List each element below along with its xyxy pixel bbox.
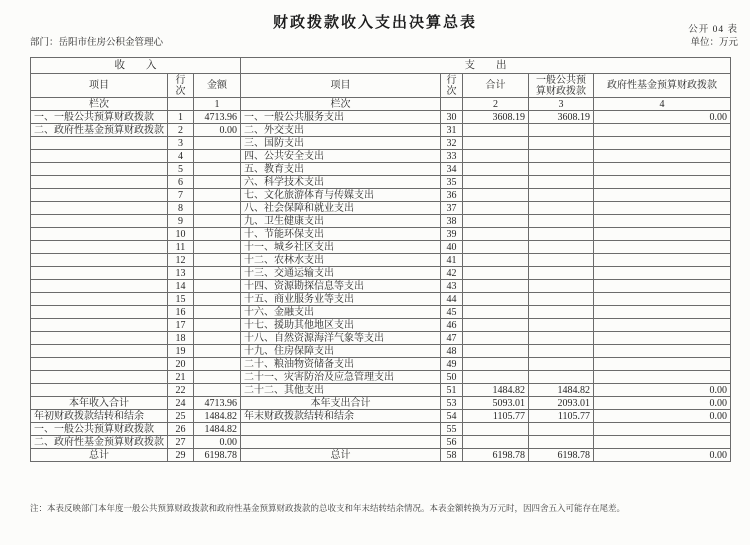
expense-item-cell: 六、科学技术支出 — [241, 176, 441, 189]
data-row — [31, 202, 731, 215]
expense-total-cell — [463, 332, 529, 345]
income-item-cell — [31, 358, 168, 371]
expense-total-cell — [463, 293, 529, 306]
income-item-cell — [31, 176, 168, 189]
expense-fund-cell — [594, 293, 731, 306]
income-item-cell: 一、一般公共预算财政拨款 — [31, 423, 168, 436]
expense-item-cell: 十三、交通运输支出 — [241, 267, 441, 280]
expense-general-cell — [529, 254, 594, 267]
expense-general-cell — [529, 358, 594, 371]
expense-total-cell: 3608.19 — [463, 111, 529, 124]
income-line-cell: 20 — [168, 358, 194, 371]
expense-item-cell: 五、教育支出 — [241, 163, 441, 176]
expense-general-cell — [529, 371, 594, 384]
expense-line-cell: 49 — [441, 358, 463, 371]
expense-total-cell — [463, 241, 529, 254]
expense-fund-cell — [594, 371, 731, 384]
income-line-cell: 29 — [168, 449, 194, 462]
expense-total-cell — [463, 306, 529, 319]
income-line-cell: 22 — [168, 384, 194, 397]
income-line-cell: 27 — [168, 436, 194, 449]
expense-general-cell — [529, 293, 594, 306]
income-line-cell: 21 — [168, 371, 194, 384]
expense-fund-cell — [594, 150, 731, 163]
income-item-cell — [31, 241, 168, 254]
expense-total-cell: 5093.01 — [463, 397, 529, 410]
data-row — [31, 254, 731, 267]
income-amount-cell — [194, 345, 241, 358]
expense-item-cell: 四、公共安全支出 — [241, 150, 441, 163]
expense-item-cell: 总计 — [241, 449, 441, 462]
income-line-cell: 25 — [168, 410, 194, 423]
income-line-cell: 17 — [168, 319, 194, 332]
expense-fund-cell: 0.00 — [594, 449, 731, 462]
income-line-cell: 12 — [168, 254, 194, 267]
expense-item-cell: 八、社会保障和就业支出 — [241, 202, 441, 215]
expense-total-header: 合计 — [463, 74, 529, 98]
expense-fund-cell: 0.00 — [594, 111, 731, 124]
expense-total-cell: 1105.77 — [463, 410, 529, 423]
data-row — [31, 111, 731, 124]
page-title: 财政拨款收入支出决算总表 — [272, 15, 477, 31]
expense-general-cell — [529, 319, 594, 332]
expense-item-cell: 十二、农林水支出 — [241, 254, 441, 267]
expense-line-cell: 35 — [441, 176, 463, 189]
expense-total-cell: 6198.78 — [463, 449, 529, 462]
data-row — [31, 124, 731, 137]
income-amount-cell — [194, 371, 241, 384]
summary-row — [31, 423, 731, 436]
data-row — [31, 228, 731, 241]
expense-general-cell — [529, 189, 594, 202]
expense-line-cell: 40 — [441, 241, 463, 254]
expense-total-cell — [463, 202, 529, 215]
expense-item-cell: 二十、粮油物资储备支出 — [241, 358, 441, 371]
expense-item-cell — [241, 423, 441, 436]
expense-line-cell: 33 — [441, 150, 463, 163]
expense-general-cell — [529, 163, 594, 176]
expense-general-cell: 3608.19 — [529, 111, 594, 124]
summary-row — [31, 449, 731, 462]
data-row — [31, 189, 731, 202]
expense-item-cell: 十九、住房保障支出 — [241, 345, 441, 358]
expense-line-cell: 45 — [441, 306, 463, 319]
expense-index-line — [441, 98, 463, 111]
expense-line-cell: 34 — [441, 163, 463, 176]
income-item-cell — [31, 319, 168, 332]
data-row — [31, 371, 731, 384]
expense-general-budget-header: 一般公共预算财政拨款 — [529, 74, 594, 98]
expense-line-no-header: 行次 — [441, 74, 463, 98]
expense-general-cell: 6198.78 — [529, 449, 594, 462]
income-amount-cell: 6198.78 — [194, 449, 241, 462]
expense-line-cell: 30 — [441, 111, 463, 124]
income-line-cell: 10 — [168, 228, 194, 241]
income-amount-cell — [194, 254, 241, 267]
income-line-cell: 24 — [168, 397, 194, 410]
income-index-line — [168, 98, 194, 111]
data-row — [31, 306, 731, 319]
data-row — [31, 150, 731, 163]
expense-general-cell: 1484.82 — [529, 384, 594, 397]
department-label: 部门：岳阳市住房公积金管理心 — [30, 38, 164, 48]
income-line-cell: 5 — [168, 163, 194, 176]
expense-line-cell: 56 — [441, 436, 463, 449]
expense-line-cell: 38 — [441, 215, 463, 228]
expense-item-cell: 二十二、其他支出 — [241, 384, 441, 397]
expense-general-cell — [529, 202, 594, 215]
expense-fund-cell — [594, 306, 731, 319]
income-item-cell — [31, 293, 168, 306]
expense-item-cell: 十四、资源勘探信息等支出 — [241, 280, 441, 293]
column-header-row — [31, 74, 731, 98]
income-line-cell: 11 — [168, 241, 194, 254]
income-amount-cell: 1484.82 — [194, 410, 241, 423]
expense-total-cell — [463, 267, 529, 280]
expense-line-cell: 58 — [441, 449, 463, 462]
income-section-header: 收 入 — [31, 58, 241, 74]
expense-general-cell — [529, 137, 594, 150]
expense-general-cell — [529, 280, 594, 293]
income-amount-cell — [194, 306, 241, 319]
income-amount-cell — [194, 215, 241, 228]
data-row — [31, 280, 731, 293]
expense-line-cell: 32 — [441, 137, 463, 150]
expense-fund-cell — [594, 176, 731, 189]
income-line-cell: 1 — [168, 111, 194, 124]
income-amount-cell — [194, 293, 241, 306]
income-line-cell: 3 — [168, 137, 194, 150]
income-line-cell: 26 — [168, 423, 194, 436]
expense-total-cell — [463, 228, 529, 241]
expense-total-cell — [463, 319, 529, 332]
expense-general-cell — [529, 215, 594, 228]
expense-line-cell: 48 — [441, 345, 463, 358]
expense-line-cell: 41 — [441, 254, 463, 267]
income-item-cell — [31, 228, 168, 241]
expense-line-cell: 50 — [441, 371, 463, 384]
expense-total-cell — [463, 371, 529, 384]
expense-fund-cell — [594, 241, 731, 254]
footnote: 注：本表反映部门本年度一般公共预算财政拨款和政府性基金预算财政拨款的总收支和年末结转结余情况。本表金额转换为万元时，因四舍五入可能存在尾差。 — [30, 503, 626, 513]
income-item-cell: 年初财政拨款结转和结余 — [31, 410, 168, 423]
data-row — [31, 358, 731, 371]
expense-total-cell — [463, 215, 529, 228]
income-item-cell: 本年收入合计 — [31, 397, 168, 410]
expense-fund-cell — [594, 228, 731, 241]
expense-general-cell — [529, 423, 594, 436]
expense-line-cell: 42 — [441, 267, 463, 280]
income-amount-cell — [194, 150, 241, 163]
index-row — [31, 98, 731, 111]
income-amount-header: 金额 — [194, 74, 241, 98]
expense-general-cell: 2093.01 — [529, 397, 594, 410]
expense-line-cell: 31 — [441, 124, 463, 137]
expense-total-cell — [463, 280, 529, 293]
expense-total-cell — [463, 163, 529, 176]
income-line-no-header: 行次 — [168, 74, 194, 98]
income-line-cell: 19 — [168, 345, 194, 358]
expense-fund-cell — [594, 189, 731, 202]
income-item-cell — [31, 150, 168, 163]
expense-index-label: 栏次 — [241, 98, 441, 111]
expense-item-cell: 二、外交支出 — [241, 124, 441, 137]
income-item-cell — [31, 306, 168, 319]
data-row — [31, 332, 731, 345]
expense-item-cell: 年末财政拨款结转和结余 — [241, 410, 441, 423]
expense-line-cell: 36 — [441, 189, 463, 202]
income-amount-cell: 0.00 — [194, 436, 241, 449]
expense-general-cell — [529, 436, 594, 449]
income-item-cell: 一、一般公共预算财政拨款 — [31, 111, 168, 124]
income-item-cell — [31, 371, 168, 384]
income-line-cell: 18 — [168, 332, 194, 345]
expense-fund-cell — [594, 280, 731, 293]
expense-fund-cell — [594, 202, 731, 215]
expense-total-cell — [463, 254, 529, 267]
expense-item-cell: 十八、自然资源海洋气象等支出 — [241, 332, 441, 345]
data-row — [31, 319, 731, 332]
income-amount-cell — [194, 319, 241, 332]
income-line-cell: 4 — [168, 150, 194, 163]
expense-fund-cell — [594, 267, 731, 280]
income-line-cell: 7 — [168, 189, 194, 202]
income-item-header: 项目 — [31, 74, 168, 98]
income-amount-cell — [194, 163, 241, 176]
expense-fund-cell — [594, 163, 731, 176]
expense-total-cell: 1484.82 — [463, 384, 529, 397]
expense-gov-fund-header: 政府性基金预算财政拨款 — [594, 74, 731, 98]
income-amount-cell — [194, 202, 241, 215]
expense-fund-cell: 0.00 — [594, 384, 731, 397]
expense-total-cell — [463, 345, 529, 358]
income-item-cell — [31, 384, 168, 397]
expense-item-cell — [241, 436, 441, 449]
data-row — [31, 267, 731, 280]
income-item-cell — [31, 137, 168, 150]
expense-line-cell: 47 — [441, 332, 463, 345]
income-amount-cell — [194, 189, 241, 202]
expense-fund-cell: 0.00 — [594, 410, 731, 423]
income-line-cell: 13 — [168, 267, 194, 280]
income-index-label: 栏次 — [31, 98, 168, 111]
expense-fund-cell — [594, 124, 731, 137]
income-line-cell: 6 — [168, 176, 194, 189]
income-item-cell: 二、政府性基金预算财政拨款 — [31, 124, 168, 137]
expense-general-cell: 1105.77 — [529, 410, 594, 423]
fiscal-appropriation-table — [30, 57, 731, 462]
expense-item-cell: 本年支出合计 — [241, 397, 441, 410]
expense-total-cell — [463, 436, 529, 449]
data-row — [31, 345, 731, 358]
income-line-cell: 16 — [168, 306, 194, 319]
income-item-cell — [31, 332, 168, 345]
doc-number-label: 公开 04 表 — [688, 25, 738, 35]
expense-index-total: 2 — [463, 98, 529, 111]
data-row — [31, 137, 731, 150]
income-item-cell — [31, 345, 168, 358]
income-line-cell: 14 — [168, 280, 194, 293]
data-row — [31, 384, 731, 397]
expense-general-cell — [529, 228, 594, 241]
expense-total-cell — [463, 176, 529, 189]
expense-line-cell: 44 — [441, 293, 463, 306]
expense-item-cell: 九、卫生健康支出 — [241, 215, 441, 228]
income-item-cell — [31, 215, 168, 228]
expense-fund-cell — [594, 423, 731, 436]
expense-item-cell: 三、国防支出 — [241, 137, 441, 150]
data-row — [31, 163, 731, 176]
income-item-cell — [31, 163, 168, 176]
expense-fund-cell — [594, 332, 731, 345]
section-header-row — [31, 58, 731, 74]
expense-general-cell — [529, 150, 594, 163]
expense-fund-cell — [594, 137, 731, 150]
income-amount-cell — [194, 267, 241, 280]
expense-line-cell: 54 — [441, 410, 463, 423]
income-line-cell: 9 — [168, 215, 194, 228]
expense-item-header: 项目 — [241, 74, 441, 98]
income-line-cell: 2 — [168, 124, 194, 137]
unit-label: 单位：万元 — [690, 38, 738, 48]
data-row — [31, 176, 731, 189]
expense-fund-cell — [594, 436, 731, 449]
expense-item-cell: 十五、商业服务业等支出 — [241, 293, 441, 306]
expense-fund-cell — [594, 254, 731, 267]
expense-general-cell — [529, 267, 594, 280]
income-item-cell — [31, 254, 168, 267]
income-amount-cell — [194, 332, 241, 345]
expense-index-fund: 4 — [594, 98, 731, 111]
income-item-cell — [31, 202, 168, 215]
income-item-cell: 总计 — [31, 449, 168, 462]
expense-line-cell: 39 — [441, 228, 463, 241]
income-amount-cell — [194, 137, 241, 150]
income-amount-cell — [194, 241, 241, 254]
data-row — [31, 241, 731, 254]
income-amount-cell: 4713.96 — [194, 111, 241, 124]
expense-general-cell — [529, 241, 594, 254]
summary-row — [31, 436, 731, 449]
expense-fund-cell — [594, 345, 731, 358]
expense-item-cell: 十、节能环保支出 — [241, 228, 441, 241]
expense-line-cell: 43 — [441, 280, 463, 293]
expense-line-cell: 55 — [441, 423, 463, 436]
expense-line-cell: 46 — [441, 319, 463, 332]
income-line-cell: 8 — [168, 202, 194, 215]
income-line-cell: 15 — [168, 293, 194, 306]
expense-fund-cell — [594, 319, 731, 332]
income-item-cell — [31, 280, 168, 293]
expense-general-cell — [529, 345, 594, 358]
income-item-cell — [31, 189, 168, 202]
income-index-amount: 1 — [194, 98, 241, 111]
expense-section-header: 支 出 — [241, 58, 731, 74]
income-amount-cell: 0.00 — [194, 124, 241, 137]
income-amount-cell — [194, 176, 241, 189]
income-item-cell: 二、政府性基金预算财政拨款 — [31, 436, 168, 449]
expense-line-cell: 37 — [441, 202, 463, 215]
expense-general-cell — [529, 124, 594, 137]
expense-general-cell — [529, 176, 594, 189]
expense-item-cell: 十一、城乡社区支出 — [241, 241, 441, 254]
expense-total-cell — [463, 137, 529, 150]
summary-row — [31, 397, 731, 410]
income-amount-cell — [194, 228, 241, 241]
expense-line-cell: 53 — [441, 397, 463, 410]
income-amount-cell — [194, 384, 241, 397]
expense-line-cell: 51 — [441, 384, 463, 397]
summary-row — [31, 410, 731, 423]
data-row — [31, 293, 731, 306]
expense-item-cell: 十七、援助其他地区支出 — [241, 319, 441, 332]
expense-general-cell — [529, 332, 594, 345]
expense-item-cell: 二十一、灾害防治及应急管理支出 — [241, 371, 441, 384]
income-amount-cell: 4713.96 — [194, 397, 241, 410]
expense-fund-cell: 0.00 — [594, 397, 731, 410]
expense-total-cell — [463, 189, 529, 202]
expense-fund-cell — [594, 215, 731, 228]
expense-total-cell — [463, 124, 529, 137]
expense-total-cell — [463, 150, 529, 163]
data-row — [31, 215, 731, 228]
expense-item-cell: 一、一般公共服务支出 — [241, 111, 441, 124]
expense-total-cell — [463, 423, 529, 436]
expense-fund-cell — [594, 358, 731, 371]
table-body — [31, 111, 731, 462]
income-amount-cell — [194, 280, 241, 293]
income-amount-cell — [194, 358, 241, 371]
expense-general-cell — [529, 306, 594, 319]
expense-item-cell: 十六、金融支出 — [241, 306, 441, 319]
expense-item-cell: 七、文化旅游体育与传媒支出 — [241, 189, 441, 202]
income-item-cell — [31, 267, 168, 280]
expense-total-cell — [463, 358, 529, 371]
income-amount-cell: 1484.82 — [194, 423, 241, 436]
expense-index-general: 3 — [529, 98, 594, 111]
